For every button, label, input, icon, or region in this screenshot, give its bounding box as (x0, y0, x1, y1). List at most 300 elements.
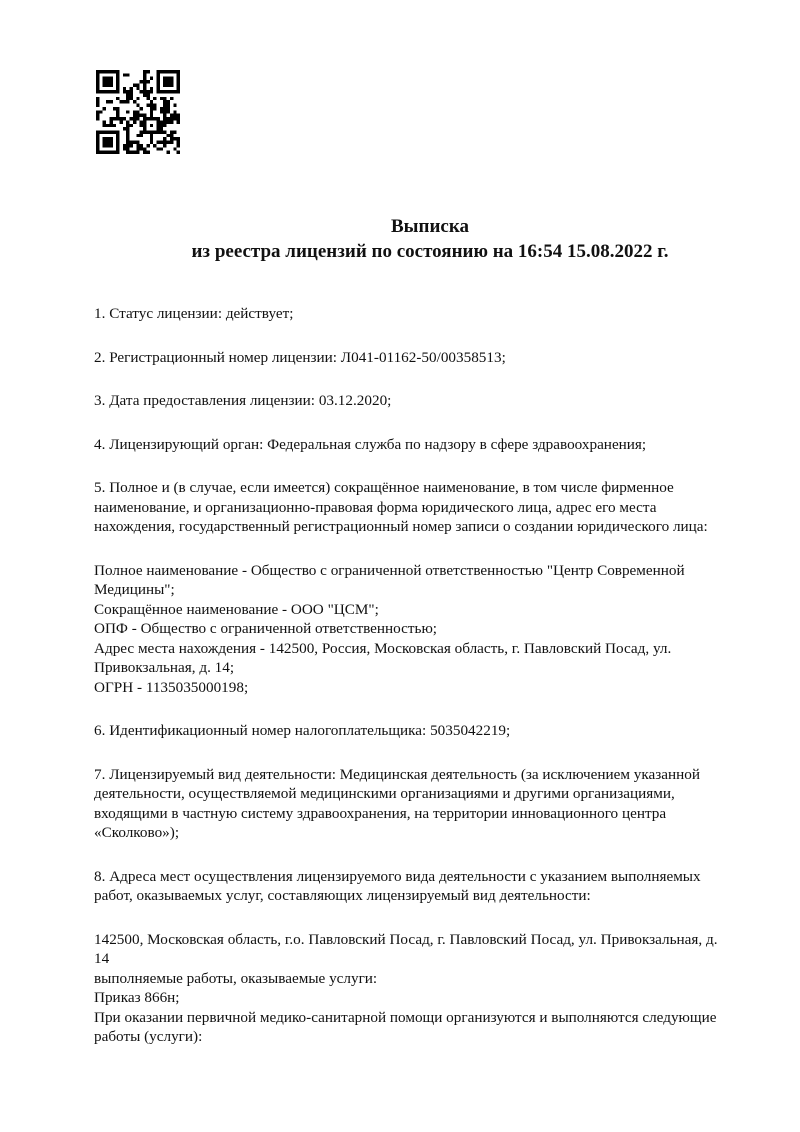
qr-module (103, 83, 106, 86)
qr-module (140, 144, 143, 147)
qr-module (143, 77, 146, 80)
order-reference: Приказ 866н; (94, 989, 180, 1006)
qr-module (123, 73, 126, 76)
qr-module (123, 100, 126, 103)
qr-module (177, 137, 180, 140)
qr-module (170, 70, 173, 73)
qr-module (133, 83, 136, 86)
qr-module (156, 70, 159, 73)
qr-module (140, 114, 143, 117)
qr-module (116, 70, 119, 73)
licensed-activity (94, 765, 750, 843)
qr-module (170, 114, 173, 117)
qr-module (116, 107, 119, 110)
org-short-name: Сокращённое наименование - ООО "ЦСМ"; (94, 600, 379, 618)
works-label: выполняемые работы, оказываемые услуги: (94, 969, 378, 987)
qr-module (150, 107, 153, 110)
qr-module (173, 117, 176, 120)
qr-module (167, 104, 170, 107)
activity-line: «Сколково»); (94, 824, 180, 841)
qr-module (156, 147, 159, 150)
qr-module (140, 80, 143, 83)
qr-module (160, 97, 163, 100)
qr-module (150, 87, 153, 90)
qr-module (130, 90, 133, 93)
qr-module (106, 130, 109, 133)
qr-module (99, 70, 102, 73)
qr-module (96, 137, 99, 140)
qr-module (163, 110, 166, 113)
qr-module (130, 87, 133, 90)
qr-module (150, 77, 153, 80)
qr-module (96, 97, 99, 100)
qr-module (156, 73, 159, 76)
document-subtitle: из реестра лицензий по состоянию на 16:54 15.08.2022 г. (191, 241, 669, 262)
qr-module (170, 137, 173, 140)
qr-module (150, 110, 153, 113)
qr-module (103, 141, 106, 144)
qr-module (146, 80, 149, 83)
qr-module (96, 151, 99, 154)
qr-module (99, 110, 102, 113)
qr-module (140, 90, 143, 93)
qr-module (106, 100, 109, 103)
qr-module (96, 77, 99, 80)
qr-module (156, 127, 159, 130)
qr-module (143, 114, 146, 117)
qr-module (146, 130, 149, 133)
activity-line: 7. Лицензируемый вид деятельности: Медицинская деятельность (за исключением указанной (94, 765, 700, 783)
qr-module (177, 83, 180, 86)
qr-module (109, 70, 112, 73)
qr-module (167, 134, 170, 137)
qr-module (173, 70, 176, 73)
qr-module (106, 124, 109, 127)
qr-module (163, 137, 166, 140)
org-full-name-cont: Медицины"; (94, 581, 175, 598)
qr-module (156, 120, 159, 123)
qr-module (146, 94, 149, 97)
qr-module (123, 87, 126, 90)
qr-module (96, 144, 99, 147)
qr-module (143, 90, 146, 93)
qr-module (133, 141, 136, 144)
qr-module (113, 130, 116, 133)
qr-module (163, 141, 166, 144)
qr-module (160, 110, 163, 113)
qr-module (123, 90, 126, 93)
qr-module (146, 104, 149, 107)
taxpayer-id: 6. Идентификационный номер налогоплательщика: 5035042219; (94, 722, 511, 739)
qr-module (167, 107, 170, 110)
qr-module (156, 130, 159, 133)
qr-module (150, 141, 153, 144)
qr-module (140, 130, 143, 133)
qr-module (146, 70, 149, 73)
qr-module (106, 70, 109, 73)
qr-module (130, 117, 133, 120)
qr-module (116, 130, 119, 133)
qr-module (160, 120, 163, 123)
qr-module (140, 107, 143, 110)
qr-code-icon (96, 70, 180, 154)
qr-module (143, 127, 146, 130)
qr-module (163, 120, 166, 123)
qr-module (160, 130, 163, 133)
qr-module (109, 80, 112, 83)
name-heading (94, 478, 750, 537)
qr-module (126, 90, 129, 93)
qr-module (103, 144, 106, 147)
qr-module (126, 73, 129, 76)
qr-module (153, 130, 156, 133)
qr-module (126, 137, 129, 140)
qr-module (177, 73, 180, 76)
qr-module (156, 90, 159, 93)
qr-module (143, 120, 146, 123)
qr-module (170, 117, 173, 120)
qr-module (103, 70, 106, 73)
qr-module (150, 90, 153, 93)
qr-module (153, 144, 156, 147)
qr-module (96, 114, 99, 117)
qr-module (163, 117, 166, 120)
qr-module (177, 151, 180, 154)
qr-module (150, 134, 153, 137)
qr-module (167, 83, 170, 86)
addresses-heading-line: 8. Адреса мест осуществления лицензируемого вида деятельности с указанием выполняемых (94, 867, 701, 885)
qr-module (133, 100, 136, 103)
qr-module (126, 110, 129, 113)
qr-module (99, 130, 102, 133)
qr-module (116, 97, 119, 100)
qr-module (167, 141, 170, 144)
qr-module (136, 97, 139, 100)
organization-details (94, 561, 750, 698)
qr-module (170, 83, 173, 86)
qr-module (109, 100, 112, 103)
qr-module (160, 147, 163, 150)
qr-module (140, 124, 143, 127)
qr-module (116, 134, 119, 137)
qr-module (113, 70, 116, 73)
qr-module (160, 70, 163, 73)
qr-module (126, 94, 129, 97)
qr-module (136, 117, 139, 120)
qr-module (106, 80, 109, 83)
qr-module (126, 100, 129, 103)
qr-module (140, 120, 143, 123)
qr-module (109, 144, 112, 147)
qr-module (146, 144, 149, 147)
qr-module (130, 97, 133, 100)
services-intro-cont: работы (услуги): (94, 1028, 203, 1045)
qr-module (146, 117, 149, 120)
qr-module (126, 97, 129, 100)
activity-address (94, 930, 750, 1047)
qr-module (133, 110, 136, 113)
qr-module (106, 90, 109, 93)
qr-module (123, 127, 126, 130)
address-line: 14 (94, 950, 110, 967)
services-intro: При оказании первичной медико-санитарной помощи организуются и выполняются следующие (94, 1008, 717, 1026)
qr-module (103, 77, 106, 80)
qr-module (96, 100, 99, 103)
qr-module (146, 97, 149, 100)
qr-module (143, 147, 146, 150)
qr-module (116, 80, 119, 83)
qr-module (170, 90, 173, 93)
qr-module (143, 70, 146, 73)
qr-module (170, 130, 173, 133)
qr-module (133, 151, 136, 154)
qr-module (116, 137, 119, 140)
qr-module (96, 134, 99, 137)
qr-module (123, 144, 126, 147)
qr-module (163, 90, 166, 93)
qr-module (167, 100, 170, 103)
qr-module (160, 90, 163, 93)
qr-module (109, 83, 112, 86)
qr-module (109, 77, 112, 80)
qr-module (103, 90, 106, 93)
qr-module (96, 80, 99, 83)
qr-module (153, 107, 156, 110)
org-legal-form: ОПФ - Общество с ограниченной ответственностью; (94, 620, 438, 637)
qr-module (126, 130, 129, 133)
qr-module (106, 77, 109, 80)
qr-module (173, 137, 176, 140)
qr-module (143, 94, 146, 97)
qr-module (126, 144, 129, 147)
org-address: Адрес места нахождения - 142500, Россия, Московская область, г. Павловский Посад, ул. (94, 639, 672, 657)
qr-module (136, 87, 139, 90)
qr-module (167, 117, 170, 120)
qr-module (126, 127, 129, 130)
qr-module (96, 141, 99, 144)
qr-module (150, 137, 153, 140)
qr-module (123, 147, 126, 150)
qr-module (177, 120, 180, 123)
qr-module (170, 134, 173, 137)
qr-module (116, 147, 119, 150)
qr-module (167, 151, 170, 154)
addresses-heading-line: работ, оказываемых услуг, составляющих лицензируемый вид деятельности: (94, 887, 591, 904)
license-date: 3. Дата предоставления лицензии: 03.12.2020; (94, 392, 392, 409)
qr-module (177, 87, 180, 90)
qr-module (116, 151, 119, 154)
qr-module (109, 130, 112, 133)
qr-module (150, 130, 153, 133)
qr-module (136, 144, 139, 147)
qr-module (126, 120, 129, 123)
qr-module (160, 127, 163, 130)
qr-module (167, 120, 170, 123)
qr-module (163, 107, 166, 110)
qr-module (126, 147, 129, 150)
qr-module (103, 130, 106, 133)
qr-module (173, 114, 176, 117)
qr-module (163, 97, 166, 100)
qr-module (163, 144, 166, 147)
qr-module (156, 83, 159, 86)
qr-module (163, 77, 166, 80)
qr-module (156, 77, 159, 80)
qr-module (109, 124, 112, 127)
qr-module (130, 141, 133, 144)
qr-module (150, 104, 153, 107)
qr-module (106, 137, 109, 140)
qr-module (103, 107, 106, 110)
qr-module (143, 80, 146, 83)
qr-module (143, 124, 146, 127)
name-heading-line: нахождения, государственный регистрационный номер записи о создании юридического лица: (94, 518, 708, 535)
qr-module (103, 137, 106, 140)
qr-module (163, 130, 166, 133)
qr-module (133, 120, 136, 123)
qr-module (160, 124, 163, 127)
qr-module (96, 147, 99, 150)
qr-module (170, 120, 173, 123)
qr-module (177, 114, 180, 117)
qr-module (177, 141, 180, 144)
activity-line: деятельности, осуществляемой медицинскими организациями и другими организациями, (94, 785, 675, 802)
qr-module (167, 90, 170, 93)
qr-module (113, 151, 116, 154)
qr-module (177, 144, 180, 147)
qr-module (126, 141, 129, 144)
qr-module (167, 80, 170, 83)
qr-module (109, 151, 112, 154)
org-ogrn: ОГРН - 1135035000198; (94, 678, 249, 696)
qr-module (153, 97, 156, 100)
qr-module (109, 120, 112, 123)
qr-module (136, 110, 139, 113)
qr-module (170, 141, 173, 144)
qr-module (120, 100, 123, 103)
qr-module (106, 141, 109, 144)
qr-module (103, 80, 106, 83)
qr-module (163, 124, 166, 127)
qr-module (160, 141, 163, 144)
qr-module (170, 97, 173, 100)
qr-module (116, 73, 119, 76)
document-body (94, 304, 750, 1047)
qr-module (116, 90, 119, 93)
qr-module (150, 114, 153, 117)
qr-module (123, 117, 126, 120)
qr-module (130, 94, 133, 97)
qr-module (109, 137, 112, 140)
qr-module (96, 73, 99, 76)
qr-module (136, 134, 139, 137)
license-status: 1. Статус лицензии: действует; (94, 305, 294, 322)
org-full-name: Полное наименование - Общество с ограниченной ответственностью "Центр Современной (94, 561, 685, 579)
qr-module (163, 83, 166, 86)
qr-module (113, 117, 116, 120)
qr-module (163, 80, 166, 83)
qr-module (150, 100, 153, 103)
qr-module (177, 80, 180, 83)
qr-module (136, 104, 139, 107)
qr-module (173, 90, 176, 93)
qr-module (120, 117, 123, 120)
qr-module (133, 114, 136, 117)
qr-module (173, 147, 176, 150)
qr-module (126, 124, 129, 127)
qr-module (163, 100, 166, 103)
qr-module (173, 110, 176, 113)
address-line: 142500, Московская область, г.о. Павловский Посад, г. Павловский Посад, ул. Привокзальная, д. (94, 930, 718, 948)
qr-module (133, 117, 136, 120)
qr-module (170, 77, 173, 80)
qr-module (136, 151, 139, 154)
qr-module (96, 90, 99, 93)
qr-module (163, 114, 166, 117)
qr-module (143, 130, 146, 133)
qr-module (170, 80, 173, 83)
qr-module (96, 70, 99, 73)
qr-module (143, 117, 146, 120)
qr-module (130, 124, 133, 127)
qr-module (146, 151, 149, 154)
qr-module (99, 151, 102, 154)
qr-module (140, 134, 143, 137)
qr-module (153, 104, 156, 107)
qr-module (167, 70, 170, 73)
qr-module (116, 117, 119, 120)
qr-module (167, 77, 170, 80)
qr-module (96, 104, 99, 107)
qr-module (116, 141, 119, 144)
qr-module (130, 144, 133, 147)
qr-module (96, 83, 99, 86)
qr-module (160, 107, 163, 110)
qr-module (136, 83, 139, 86)
qr-module (96, 117, 99, 120)
qr-module (156, 141, 159, 144)
qr-module (109, 90, 112, 93)
qr-module (143, 87, 146, 90)
qr-module (106, 151, 109, 154)
qr-module (109, 117, 112, 120)
qr-module (143, 83, 146, 86)
qr-module (156, 80, 159, 83)
org-address-cont: Привокзальная, д. 14; (94, 659, 235, 676)
qr-module (136, 141, 139, 144)
qr-module (167, 110, 170, 113)
addresses-heading (94, 867, 750, 906)
qr-module (136, 114, 139, 117)
qr-module (106, 83, 109, 86)
qr-module (96, 130, 99, 133)
qr-module (96, 110, 99, 113)
qr-module (99, 90, 102, 93)
qr-module (150, 117, 153, 120)
qr-module (156, 117, 159, 120)
qr-module (153, 117, 156, 120)
qr-module (156, 124, 159, 127)
qr-module (113, 124, 116, 127)
qr-module (96, 87, 99, 90)
qr-module (109, 141, 112, 144)
qr-module (177, 90, 180, 93)
qr-module (113, 90, 116, 93)
qr-module (116, 77, 119, 80)
qr-module (163, 70, 166, 73)
qr-module (106, 144, 109, 147)
qr-module (116, 114, 119, 117)
